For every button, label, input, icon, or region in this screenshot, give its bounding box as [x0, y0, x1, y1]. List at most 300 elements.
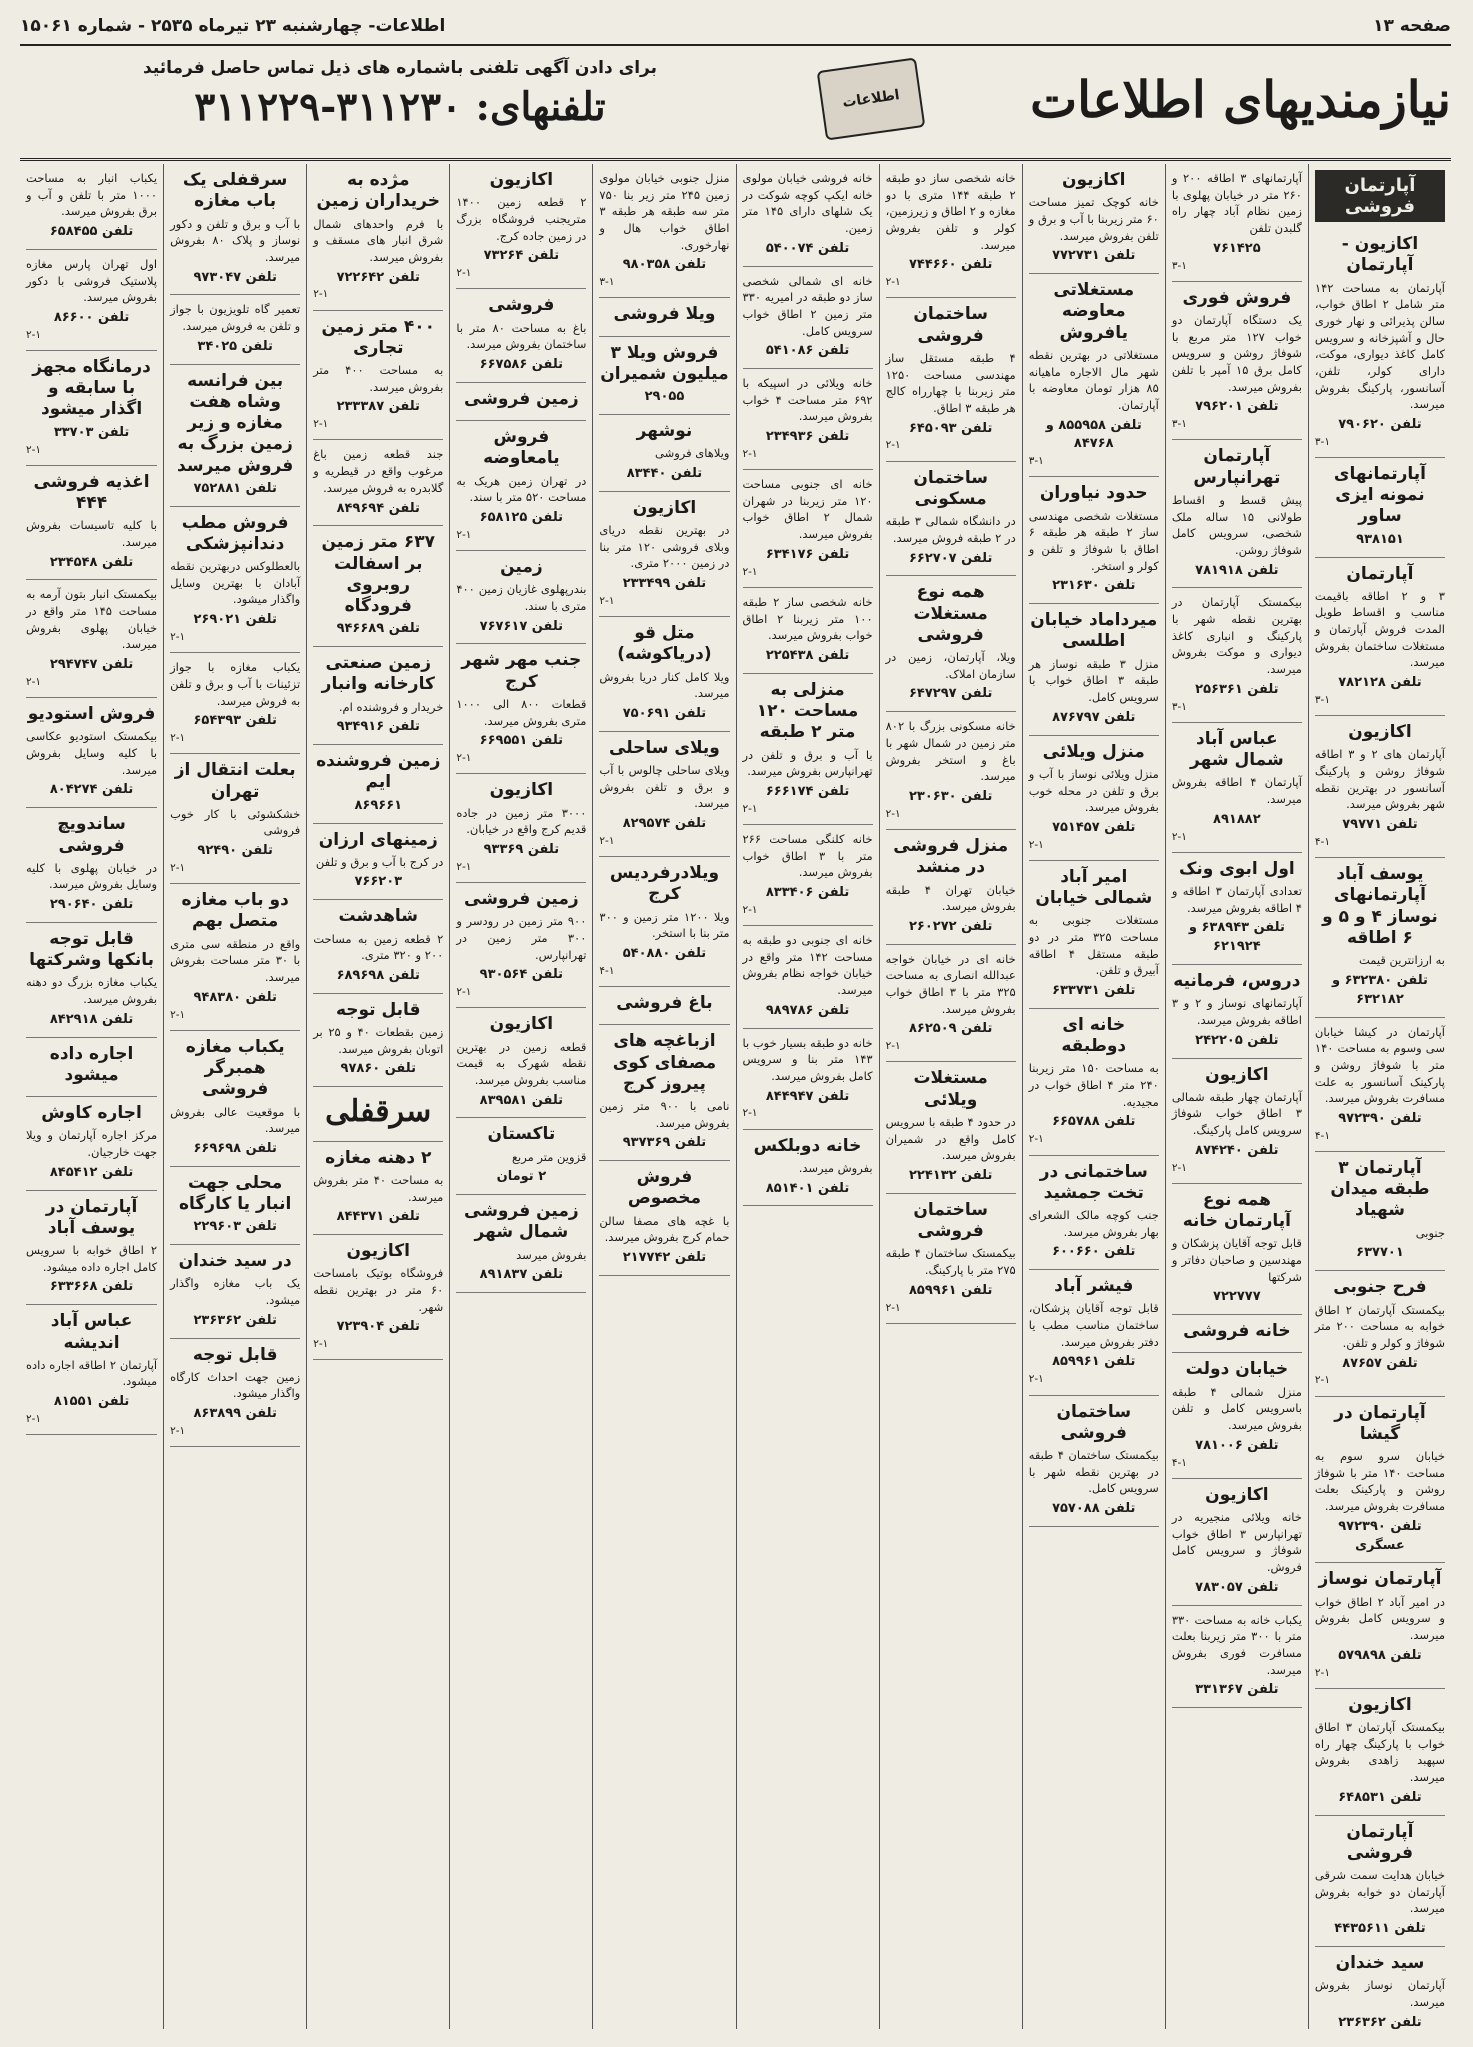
classified-ad	[26, 808, 157, 923]
ad-code: ۲-۱	[456, 267, 472, 280]
classified-ad	[313, 900, 443, 993]
ad-title: ازباغچه های مصفای کوی پیروز کرج	[612, 1031, 717, 1094]
ad-title: زمین فروشی شمال شهر	[464, 1201, 579, 1243]
classified-ad	[26, 351, 157, 466]
classified-ad	[1315, 558, 1445, 717]
ad-code: ۳-۱	[1171, 700, 1187, 713]
ad-phone: تلفن ۹۳۰۵۶۴	[479, 967, 564, 983]
ad-column	[20, 164, 163, 2029]
ad-body: خشکشوئی با کار خوب فروشی	[170, 806, 301, 838]
ad-body: خانه ای در خیابان خواجه عبدالله انصاری به مساحت ۳۲۵ متر با ۳ اطاق خواب بفروش میرسد.	[885, 951, 1016, 1016]
ad-body: به مساحت ۱۵۰ متر زیربنا ۲۴۰ متر ۴ اطاق خواب در مجیدیه.	[1028, 1061, 1159, 1109]
ad-body: ویلاهای فروشی	[655, 446, 730, 461]
classified-ad	[313, 745, 443, 823]
classified-ad	[26, 250, 157, 351]
ad-body: در دانشگاه شمالی ۳ طبقه در ۲ طبقه فروش میرسد.	[885, 514, 1016, 545]
ad-column	[1022, 164, 1165, 2029]
ad-body: ۳۰۰۰ متر زمین در جاده قدیم کرج واقع در خیابان.	[456, 805, 587, 837]
classified-ad	[1172, 1184, 1302, 1315]
ad-phone: تلفن ۹۷۲۳۹۰	[1338, 1110, 1422, 1126]
ad-title: در سید خندان	[178, 1251, 292, 1272]
classified-ad	[599, 337, 729, 415]
ad-phone: تلفن ۹۴۶۶۸۹	[336, 621, 420, 637]
classified-ad	[170, 1339, 300, 1448]
ad-phone: تلفن ۸۵۹۹۶۱	[1052, 1354, 1136, 1370]
ad-title: ۶۳۷ متر زمین بر اسفالت روبروی فرودگاه	[321, 532, 436, 617]
classified-ad	[1315, 716, 1445, 858]
ad-phone: تلفن ۲۶۹۰۲۱	[193, 612, 277, 628]
ad-body: تعمیر گاه تلویزیون با جواز و تلفن به فروش میرسد.	[170, 302, 301, 334]
ad-code: ۲-۱	[1314, 1666, 1330, 1679]
ad-phone: تلفن ۲۳۴۹۳۶	[765, 429, 850, 445]
ad-body: جنب کوچه مالک الشعرای بهار بفروش میرسد.	[1028, 1208, 1159, 1239]
ad-title: همه نوع مستغلات فروشی	[913, 582, 988, 645]
ad-column	[163, 164, 306, 2029]
ad-title: اکازیون	[1205, 1484, 1269, 1505]
ad-phone: تلفن ۸۷۴۲۴۰	[1195, 1142, 1279, 1158]
ad-phone: تلفن ۶۶۶۱۷۴	[765, 783, 850, 799]
ad-title: آپارتمان تهرانپارس	[1193, 446, 1281, 488]
ad-phone: تلفن ۲۶۰۲۷۲	[908, 918, 993, 934]
ad-phone: تلفن ۶۳۲۳۸۰ و ۶۳۲۱۸۲	[1331, 972, 1428, 1007]
ad-code: ۲-۱	[26, 1412, 42, 1425]
classified-ad	[456, 383, 586, 421]
ad-phone: تلفن ۳۴۰۲۵	[197, 338, 273, 354]
ad-phone: تلفن ۸۷۶۵۷	[1342, 1355, 1418, 1371]
ad-phone: تلفن ۹۷۳۰۴۷	[193, 269, 277, 285]
ad-phone: ۸۶۹۶۶۱	[354, 797, 403, 813]
ad-body: یک باب مغازه واگذار میشود.	[170, 1276, 301, 1307]
classified-ad	[313, 647, 443, 745]
ad-phone: تلفن ۷۸۱۹۱۸	[1195, 562, 1279, 578]
ad-body: بفروش میرسد	[516, 1247, 587, 1262]
ad-body: آپارتمان به مساحت ۱۴۲ متر شامل ۲ اطاق خواب، سالن پذیرائی و نهار خوری حال و آشپزخانه و سرویس کامل کاغذ دیواری، موکت، دارای کولر، تلفن، آسانسور، پارکینگ بفروش میرسد.	[1314, 280, 1446, 412]
ad-title: درمانگاه مجهز با سابقه و اگذار میشود	[32, 356, 151, 420]
ad-phone: تلفن ۷۲۲۶۴۲	[336, 269, 420, 285]
classified-ad	[456, 421, 586, 551]
ad-code: ۲-۱	[742, 802, 758, 815]
ad-code: ۲-۱	[313, 288, 329, 301]
ad-body: آپارتمان چهار طبقه شمالی ۳ اطاق خواب شوفاژ سرویس کامل پارکینگ.	[1171, 1089, 1302, 1138]
ad-title: عباس آباد اندیشه	[50, 1311, 133, 1353]
ad-body: مستغلات جنوبی به مساحت ۳۲۵ متر در دو طبقه مستقل ۴ اطاقه آبیرق و تلفن.	[1028, 913, 1159, 978]
ad-body: خانه کوچک تمیز مساحت ۶۰ متر زیربنا با آب و برق و تلفن بفروش میرسد.	[1028, 195, 1159, 243]
ad-phone: تلفن ۸۶۶۰۰	[53, 309, 130, 325]
ad-title: جنب مهر شهر کرج	[461, 650, 582, 692]
classified-ad	[743, 825, 873, 926]
ad-phone: تلفن ۷۹۰۶۲۰	[1338, 416, 1422, 432]
ad-body: خانه دو طبقه بسیار خوب با ۱۴۳ متر بنا و سرویس کامل بفروش میرسد.	[742, 1035, 873, 1083]
ad-body: به مساحت ۴۰ متر بفروش میرسد.	[313, 1172, 444, 1204]
ad-title: آپارتمانهای نمونه ایزی ساور	[1333, 463, 1427, 527]
ad-body: بندرپهلوی غازیان زمین ۴۰۰ متری با سند.	[456, 582, 587, 613]
ad-phone: تلفن ۷۵۱۴۵۷	[1052, 819, 1136, 835]
ad-phone: تلفن ۲۲۵۴۳۸	[765, 647, 850, 663]
ad-body: منزل ویلائی نوساز با آب و برق و تلفن در محله خوب بفروش میرسد.	[1028, 766, 1159, 815]
ad-phone: تلفن ۸۴۲۹۱۸	[49, 1011, 134, 1027]
classified-ad	[26, 164, 157, 250]
classified-ad	[456, 551, 586, 644]
classified-ad	[170, 164, 300, 295]
ad-title: آپارتمان فروشی	[1346, 1821, 1414, 1863]
classified-columns	[20, 164, 1451, 2029]
classified-ad	[743, 267, 873, 370]
ad-code: ۲-۱	[170, 861, 186, 874]
classified-ad	[170, 754, 300, 884]
ad-phone: تلفن ۵۴۰۰۷۴	[765, 240, 850, 256]
ad-column	[592, 164, 735, 2029]
ad-phone: ۹۳۸۱۵۱	[1356, 531, 1404, 547]
ad-phone: ۸۹۱۸۸۲	[1213, 811, 1261, 827]
ad-phone: تلفن ۷۹۷۷۱	[1342, 817, 1418, 833]
paper-issue-info: اطلاعات- چهارشنبه ۲۳ تیرماه ۲۵۳۵ - شماره ۱۵۰۶۱	[20, 16, 446, 36]
ad-title: متل قو (دریاکوشه)	[617, 623, 712, 665]
classified-ad	[1172, 1479, 1302, 1606]
ad-title: زمین صنعتی کارخانه وانبار	[321, 653, 435, 695]
ad-phone: تلفن ۷۲۳۹۰۴	[336, 1319, 420, 1335]
ad-title: ساختمانی در تخت جمشید	[1039, 1161, 1148, 1203]
ad-title: ویلای ساحلی	[609, 737, 720, 758]
classified-ad	[886, 1062, 1016, 1193]
ad-code: ۲-۱	[1171, 830, 1187, 843]
ad-body: خانه شخصی ساز ۲ طبقه ۱۰۰ متر زیربنا ۲ اطاق خواب بفروش میرسد.	[742, 594, 873, 643]
category-header: آپارتمان فروشی	[1315, 170, 1445, 222]
ad-code: ۳-۱	[1028, 455, 1044, 468]
ad-body: ویلا ۱۲۰۰ متر زمین و ۳۰۰ متر بنا با استخر.	[599, 909, 730, 941]
ad-body: آپارتمانهای ۳ اطاقه ۲۰۰ و ۲۶۰ متر در خیابان پهلوی با زمین نظام آباد چهار راه گلبدن تلفن	[1171, 171, 1302, 236]
ad-phone-note: برای دادن آگهی تلفنی باشماره های ذیل تماس حاصل فرمائید	[143, 58, 657, 78]
ad-body: با غچه های مصفا سالن حمام کرج بفروش میرسد.	[599, 1213, 730, 1245]
ad-code: ۲-۱	[742, 903, 758, 916]
ad-title: خیابان دولت	[1185, 1359, 1289, 1380]
ad-phone: تلفن ۸۹۱۸۳۷	[479, 1267, 564, 1283]
ad-phone: تلفن ۷۷۲۷۳۱	[1052, 248, 1136, 264]
ad-column	[1308, 164, 1451, 2029]
ad-phone: تلفن ۶۵۸۱۲۵	[479, 509, 564, 525]
ad-body: یکباب مغازه بزرگ دو دهنه بفروش میرسد.	[26, 975, 158, 1007]
ad-title: فیشر آباد	[1054, 1276, 1134, 1297]
ad-phone: تلفن ۸۳۹۵۸۱	[479, 1092, 564, 1108]
classified-ad	[26, 1097, 157, 1190]
ad-body: منزل ۳ طبقه نوساز هر طبقه ۳ اطاق خواب با سرویس کامل.	[1028, 656, 1159, 705]
ad-title: یکباب مغازه همبرگر فروشی	[185, 1036, 285, 1100]
ad-body: خانه شخصی ساز دو طبقه ۲ طبقه ۱۴۴ متری با دو مغازه و ۲ اطاق و زیرزمین، کولر و تلفن بفروش میرسد.	[885, 171, 1016, 252]
ad-phone: ۷۶۱۴۲۵	[1213, 240, 1261, 256]
ad-code: ۳-۱	[1314, 435, 1330, 448]
ad-title: مژده به خریداران زمین	[316, 170, 440, 212]
ad-title: زمینهای ارزان	[318, 829, 438, 850]
classified-ad	[599, 857, 729, 987]
ad-title: منزل فروشی در منشد	[893, 836, 1009, 878]
ad-code: ۲-۱	[1028, 1133, 1044, 1146]
ad-title: اکازیون	[1348, 722, 1412, 743]
classified-ad	[743, 1130, 873, 1207]
ad-phone: تلفن ۷۹۶۲۰۱	[1195, 399, 1279, 415]
ad-body: خانه ویلائی در اسپیکه با ۶۹۲ متر مساحت ۴ خواب بفروش میرسد.	[742, 376, 873, 424]
classified-ad	[743, 674, 873, 825]
ad-body: خیابان سرو سوم به مساحت ۱۴۰ متر با شوفاژ روشن و پارکینک بعلت مسافرت بفروش میرسد.	[1314, 1449, 1446, 1514]
ad-phone: تلفن ۶۶۹۶۹۸	[193, 1140, 277, 1156]
ad-phone: تلفن ۲۱۷۷۴۲	[622, 1250, 707, 1266]
classified-ad	[170, 365, 300, 507]
ad-code: ۲-۱	[456, 528, 472, 541]
ad-title: امیر آباد شمالی خیابان	[1035, 866, 1153, 909]
ad-phone: تلفن ۷۸۲۱۲۸	[1338, 675, 1422, 691]
ad-title: اکازیون	[346, 1241, 410, 1262]
ad-title: اکازیون	[1348, 1694, 1412, 1715]
ad-code: ۲-۱	[1028, 1373, 1044, 1386]
ad-phone: تلفن ۶۵۸۴۵۵	[49, 224, 134, 240]
ad-phone: تلفن ۶۳۸۹۴۳ و ۶۲۱۹۲۴	[1188, 920, 1285, 955]
classified-ad	[599, 415, 729, 492]
ad-phone: تلفن ۲۳۳۳۸۷	[336, 399, 420, 415]
ad-phone: تلفن ۸۶۳۸۹۹	[193, 1406, 277, 1422]
ad-body: ۹۰۰ متر زمین در رودسر و ۳۰۰ متر زمین در تهرانپارس.	[456, 914, 587, 962]
classified-ad	[1315, 858, 1445, 1017]
classified-ad	[1029, 164, 1159, 274]
ad-phone: تلفن ۶۴۸۵۳۱	[1338, 1789, 1422, 1805]
ad-title: فروش ویلا ۳ میلیون شمیران	[600, 342, 729, 384]
ad-body: در حدود ۴ طبقه با سرویس کامل واقع در شمیران بفروش میرسد.	[885, 1114, 1016, 1163]
ad-title: زمین فروشی	[464, 888, 579, 909]
classified-ad	[1172, 282, 1302, 441]
ad-code: ۲-۱	[313, 1338, 329, 1351]
classified-ad	[170, 653, 300, 754]
ad-code: ۴-۱	[1171, 1456, 1187, 1469]
ad-title: سرقفلی	[325, 1094, 432, 1130]
ad-title: حدود نیاوران	[1039, 483, 1148, 504]
classified-ad	[886, 462, 1016, 577]
ad-body: ۲ اطاق خوابه با سرویس کامل اجاره داده میشود.	[26, 1243, 158, 1274]
ad-title: قابل توجه	[192, 1344, 278, 1365]
ad-body: واقع در منطقه سی متری با ۳۰ متر مساحت بفروش میرسد.	[170, 936, 301, 985]
ad-phone: تلفن ۶۳۳۷۳۱	[1052, 983, 1136, 999]
ad-code: ۲-۱	[1028, 838, 1044, 851]
ad-title: شاهدشت	[338, 906, 418, 927]
ad-code: ۲-۱	[1171, 1161, 1187, 1174]
classified-ad	[26, 580, 157, 698]
ad-title: مستغلاتی معاوضه یافروش	[1053, 280, 1135, 343]
ad-code: ۲-۱	[170, 1008, 186, 1021]
ad-title: ۲ دهنه مغازه	[325, 1147, 432, 1168]
ad-body: خانه ای شمالی شخصی ساز دو طبقه در امیریه ۳۳۰ متر زمین ۲ اطاق خواب سرویس کامل.	[742, 273, 873, 338]
classified-ad	[1029, 1270, 1159, 1395]
ad-title: دو باب مغازه متصل بهم	[181, 890, 289, 932]
ad-title: آپارتمان در گیشا	[1334, 1402, 1426, 1444]
classified-ad	[743, 470, 873, 588]
ad-title: فروشی	[488, 295, 555, 316]
classified-ad	[456, 289, 586, 382]
classified-ad	[313, 994, 443, 1087]
ad-phone: تلفن ۹۸۰۳۵۸	[622, 257, 707, 273]
ad-phone: تلفن ۸۴۴۹۴۷	[765, 1088, 850, 1104]
ad-title: فروش مخصوص	[627, 1167, 701, 1209]
classified-ad	[1315, 1689, 1445, 1816]
ad-body: آپارتمان ۲ اطاقه اجاره داده میشود.	[26, 1357, 158, 1389]
ad-code: ۲-۱	[885, 1301, 901, 1314]
ad-title: میرداماد خیابان اطلسی	[1030, 610, 1158, 652]
ad-body: خانه ویلائی منجیریه در تهرانپارس ۳ اطاق خواب شوفاژ و سرویس کامل فروش.	[1171, 1510, 1302, 1575]
classified-ad	[456, 883, 586, 1008]
ad-phone: تلفن ۲۳۶۳۶۲	[1338, 2014, 1422, 2029]
ad-body: فروشگاه بوتیک بامساحت ۶۰ متر در بهترین نقطه شهر.	[313, 1266, 444, 1314]
ad-title: خانه ای دوطبقه	[1061, 1014, 1127, 1057]
classified-ad	[599, 164, 729, 298]
ad-body: ۲ قطعه زمین به مساحت ۲۰۰ و ۳۲۰ متری.	[313, 931, 444, 963]
classified-ad	[1172, 164, 1302, 282]
classified-ad	[456, 1008, 586, 1118]
ad-phone: تلفن ۲۹۰۶۴۰	[49, 897, 134, 913]
ad-phone: تلفن ۲۳۱۶۳۰	[1052, 578, 1136, 594]
ad-title: منزلی به مساحت ۱۲۰ متر ۲ طبقه	[756, 679, 859, 743]
ad-phone: تلفن ۲۳۳۴۹۹	[622, 576, 707, 592]
ad-title: منزل ویلائی	[1042, 741, 1145, 762]
ad-phone: تلفن ۷۴۴۶۶۰	[908, 257, 993, 273]
ad-phone: تلفن ۸۳۴۴۰	[626, 465, 703, 481]
ad-body: در امیر آباد ۲ اطاق خواب و سرویس کامل بفروش میرسد.	[1314, 1594, 1445, 1643]
ad-code: ۲-۱	[456, 752, 472, 765]
ad-phone: تلفن ۶۸۹۶۹۸	[336, 967, 420, 983]
ad-phone: تلفن ۶۶۷۵۸۶	[479, 356, 564, 372]
ad-title: خانه فروشی	[1183, 1321, 1291, 1342]
ad-body: مستغلات شخصی مهندسی ساز ۲ طبقه هر طبقه ۶ اطاق با شوفاژ و تلفن و کولر و استخر.	[1028, 508, 1159, 573]
classified-ad	[1029, 861, 1159, 1009]
classified-ad	[26, 698, 157, 808]
ad-phone: تلفن ۸۵۵۹۵۸ و ۸۴۷۶۸	[1045, 417, 1142, 452]
ad-body: قابل توجه آقایان پزشکان، ساختمان مناسب مطب یا دفتر بفروش میرسد.	[1028, 1301, 1159, 1349]
ad-title: باغ فروشی	[616, 993, 713, 1014]
classified-ad	[1315, 1152, 1445, 1271]
classified-ad	[313, 164, 443, 311]
classified-ad	[170, 1245, 300, 1338]
ad-phone: تلفن ۷۵۷۰۸۸	[1052, 1501, 1136, 1517]
classified-ad	[743, 369, 873, 470]
ad-title: فروش مطب دندانپزشکی	[181, 512, 289, 554]
ad-phone: ۲ تومان	[496, 1169, 547, 1185]
ad-phone: تلفن ۸۳۳۴۰۶	[765, 884, 850, 900]
ad-title: خانه دوبلکس	[753, 1135, 862, 1156]
ad-title: ویلادرفردیس کرج	[609, 863, 720, 905]
ad-body: جنوبی	[1415, 1225, 1445, 1240]
classified-ad	[743, 588, 873, 674]
classified-ad	[456, 1118, 586, 1195]
classified-ad	[1315, 1947, 1445, 2029]
ad-code: ۲-۱	[885, 807, 901, 820]
ad-title: ساختمان فروشی	[1056, 1401, 1132, 1443]
ad-phone: تلفن ۲۳۶۳۶۲	[193, 1312, 277, 1328]
ad-title: زمین	[500, 556, 543, 577]
classified-ad	[599, 617, 729, 732]
classified-ad	[886, 576, 1016, 712]
ad-body: خیابان هدایت سمت شرقی آپارتمان دو خوابه بفروش میرسد.	[1314, 1868, 1445, 1916]
ad-phone: تلفن ۶۶۹۵۵۱	[479, 733, 564, 749]
ad-body: قزوین متر مربع	[511, 1149, 587, 1164]
ad-body: قطعات ۸۰۰ الی ۱۰۰۰ متری بفروش میرسد.	[456, 696, 587, 728]
ad-title: اول ابوی ونک	[1178, 858, 1295, 879]
ad-code: ۲-۱	[170, 1424, 186, 1437]
ad-title: فروش فوری	[1182, 287, 1292, 308]
classified-ad	[599, 492, 729, 617]
page-header	[20, 8, 1451, 46]
classified-ad	[456, 644, 586, 774]
ad-title: نوشهر	[636, 421, 693, 442]
ad-title: اکازیون	[489, 780, 554, 801]
classified-ad	[886, 298, 1016, 461]
ad-code: ۲-۱	[742, 447, 758, 460]
ad-title: محلی جهت انبار یا کارگاه	[179, 1172, 292, 1214]
ad-code: ۲-۱	[456, 860, 472, 873]
ad-body: اول تهران پارس مغازه پلاستیک فروشی با دکور بفروش میرسد.	[26, 256, 158, 305]
ad-phone: تلفن ۹۳۴۹۱۶	[336, 719, 420, 735]
ad-title: قابل توجه بانکها وشرکتها	[29, 928, 154, 971]
ad-body: زمین جهت احداث کارگاه واگذار میشود.	[170, 1369, 301, 1401]
ad-phone: تلفن ۸۷۶۷۹۷	[1052, 709, 1136, 725]
ad-phone: تلفن ۲۵۶۳۶۱	[1195, 681, 1279, 697]
ad-title: اجاره کاوش	[41, 1103, 142, 1124]
ad-title: فرح جنوبی	[1333, 1277, 1427, 1298]
ad-body: قابل توجه آقایان پزشکان و مهندسین و صاحبان دفاتر و شرکتها	[1171, 1236, 1302, 1284]
classified-ad	[1315, 1563, 1445, 1688]
ad-column	[879, 164, 1022, 2029]
ad-body: قطعه زمین در بهترین نقطه شهرک به قیمت مناسب بفروش میرسد.	[456, 1039, 587, 1087]
classified-ad	[456, 774, 586, 883]
classified-ad	[599, 987, 729, 1025]
classified-ad	[743, 926, 873, 1029]
classified-ad	[170, 1167, 300, 1245]
ad-body: با موقعیت عالی بفروش میرسد.	[170, 1104, 301, 1136]
ad-column	[306, 164, 449, 2029]
page-number: صفحه ۱۳	[1373, 16, 1451, 36]
ad-title: تاکستان	[487, 1124, 556, 1145]
ad-body: مرکز اجاره آپارتمان و ویلا جهت خارجیان.	[26, 1128, 158, 1160]
ad-title: آپارتمان ۳ طبقه میدان شهیاد	[1330, 1157, 1430, 1221]
ad-title: دروس، فرمانیه	[1173, 971, 1301, 992]
classified-ad	[1172, 1315, 1302, 1353]
ad-title: فروش استودیو	[27, 704, 156, 725]
classified-ad	[313, 440, 443, 526]
ad-body: ویلا کامل کنار دریا بفروش میرسد.	[599, 669, 730, 701]
ad-title: زمین فروشنده ایم	[316, 751, 441, 793]
classified-ad	[26, 1038, 157, 1098]
ad-phone: تلفن ۶۳۴۱۷۶	[765, 546, 850, 562]
ad-title: همه نوع آپارتمان خانه	[1182, 1189, 1292, 1232]
classified-ad	[1172, 965, 1302, 1058]
ad-body: در کرج با آب و برق و تلفن	[315, 854, 444, 869]
ad-body: خانه کلنگی مساحت ۲۶۶ متر با ۳ اطاق خواب بفروش میرسد.	[742, 831, 873, 880]
ad-phone: تلفن ۳۳۷۰۳	[53, 424, 130, 440]
ad-phone: تلفن ۸۴۵۴۱۲	[49, 1164, 134, 1180]
ad-body: به ارزانترین قیمت	[1358, 953, 1445, 968]
ad-phone: تلفن ۸۴۹۶۹۴	[336, 500, 420, 516]
ad-phone: تلفن ۵۷۹۸۹۸	[1338, 1647, 1422, 1663]
ad-phone: تلفن ۷۵۰۶۹۱	[622, 705, 707, 721]
ad-phone: تلفن ۷۶۷۶۱۷	[479, 618, 564, 634]
ad-phone: ۷۲۲۷۷۷	[1213, 1289, 1261, 1305]
ad-body: آپارتمان ۴ اطاقه بفروش میرسد.	[1171, 775, 1302, 807]
ad-phone: تلفن ۶۳۳۶۶۸	[49, 1279, 134, 1295]
ad-code: ۲-۱	[742, 1107, 758, 1120]
ad-title: ساندویچ فروشی	[57, 814, 126, 856]
ad-phone: تلفن ۹۳۷۳۶۹	[622, 1135, 707, 1151]
ad-body: آپارتمانهای نوساز و ۲ و ۳ اطاقه بفروش میرسد.	[1171, 996, 1302, 1027]
ad-title: اکازیون	[1062, 170, 1126, 190]
classified-ad	[313, 1087, 443, 1142]
ad-body: بیکمستک آپارتمان ۳ اطاق خواب با پارکینگ چهار راه سپهبد زاهدی بفروش میرسد.	[1314, 1720, 1445, 1785]
ad-phone: تلفن ۸۲۹۵۷۴	[622, 816, 707, 832]
ad-phone: تلفن ۲۹۴۷۴۷	[49, 657, 134, 673]
ad-title: آپارتمان	[1346, 563, 1414, 584]
classified-ad	[1172, 723, 1302, 853]
